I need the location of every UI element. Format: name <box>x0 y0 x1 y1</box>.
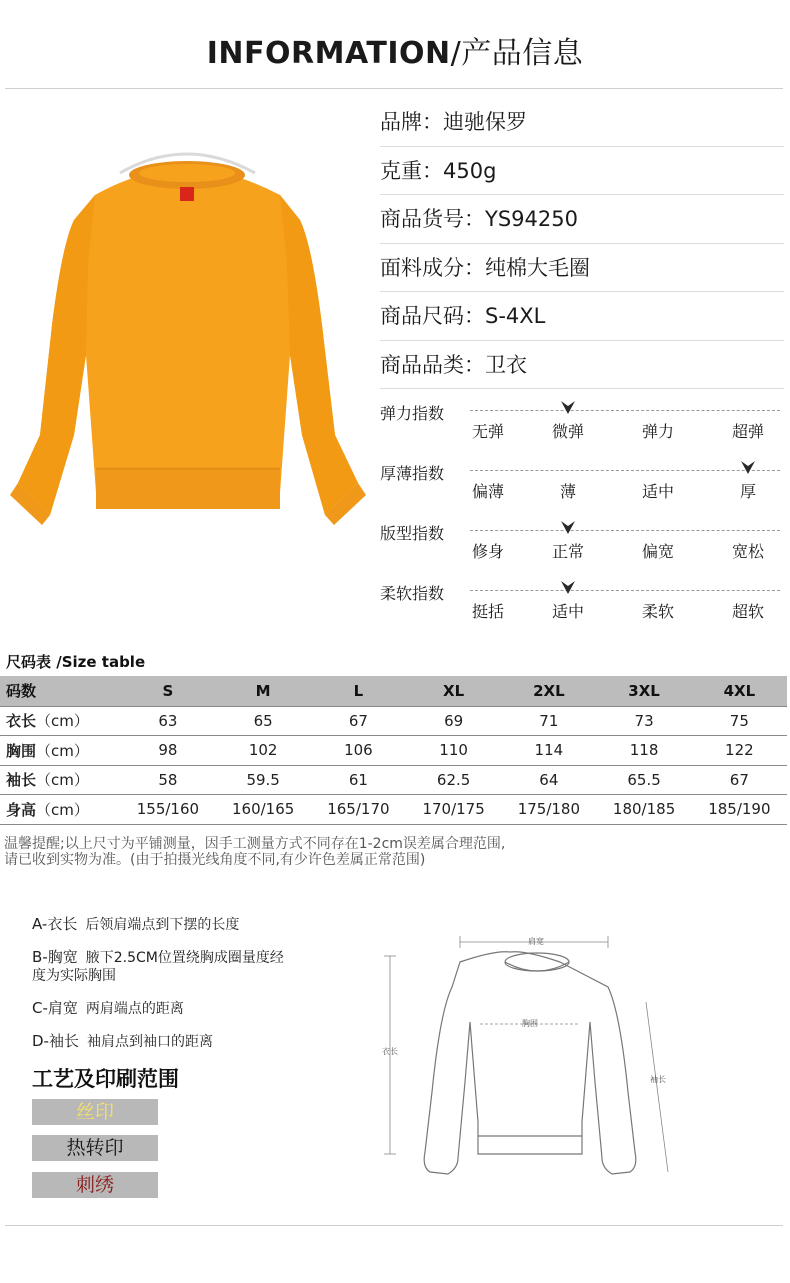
size-cell: 73 <box>596 706 691 736</box>
diagram-label-sleeve: 袖长 <box>650 1075 666 1084</box>
size-cell: 102 <box>216 736 311 766</box>
size-cell: 180/185 <box>596 795 691 825</box>
index-option: 适中 <box>551 602 584 621</box>
size-table <box>0 676 787 825</box>
table-row <box>0 795 787 825</box>
craft-embroidery: 刺绣 <box>32 1172 158 1198</box>
size-cell: 59.5 <box>216 765 311 795</box>
size-cell: 110 <box>406 736 501 766</box>
diagram-label-length: 衣长 <box>382 1047 398 1056</box>
size-cell: 69 <box>406 706 501 736</box>
index-option: 宽松 <box>731 542 764 561</box>
size-header-cell: 码数 <box>0 676 120 706</box>
index-scale-line <box>470 590 780 591</box>
size-header-cell: L <box>311 676 406 706</box>
title-en: INFORMATION <box>206 36 451 71</box>
index-option: 无弹 <box>471 422 504 441</box>
size-cell: 165/170 <box>311 795 406 825</box>
row-label: 胸围（cm） <box>0 736 120 766</box>
measure-note: A-衣长 后领肩端点到下摆的长度 <box>32 915 240 933</box>
measurement-guide <box>32 915 332 1065</box>
selected-marker-icon <box>560 579 576 595</box>
size-cell: 98 <box>120 736 215 766</box>
size-header-cell: XL <box>406 676 501 706</box>
title-cn: /产品信息 <box>450 36 584 71</box>
craft-screen-print: 丝印 <box>32 1099 158 1125</box>
selected-marker-icon <box>740 459 756 475</box>
size-cell: 170/175 <box>406 795 501 825</box>
size-table-body <box>0 706 787 824</box>
index-option: 弹力 <box>641 422 674 441</box>
size-cell: 65 <box>216 706 311 736</box>
selected-marker-icon <box>560 399 576 415</box>
note-line-1: 温馨提醒;以上尺寸为平铺测量，因手工测量方式不同存在1-2cm误差属合理范围, <box>4 836 506 852</box>
title-divider <box>5 88 783 89</box>
index-scale-line <box>470 410 780 411</box>
index-scale-line <box>470 530 780 531</box>
table-row <box>0 706 787 736</box>
index-option: 修身 <box>471 542 504 561</box>
size-cell: 122 <box>692 736 787 766</box>
index-scale-line <box>470 470 780 471</box>
bottom-divider <box>5 1225 783 1226</box>
note-line-2: 请已收到实物为准。(由于拍摄光线角度不同,有少许色差属正常范围) <box>4 852 426 868</box>
product-info-list <box>380 98 784 389</box>
product-image <box>0 135 372 547</box>
index-option: 薄 <box>559 482 576 501</box>
table-row <box>0 736 787 766</box>
diagram-label-chest: 胸围 <box>522 1019 538 1028</box>
info-row-fabric: 面料成分 ： 纯棉大毛圈 <box>380 244 784 293</box>
craft-heat-transfer: 热转印 <box>32 1135 158 1161</box>
size-cell: 65.5 <box>596 765 691 795</box>
size-cell: 160/165 <box>216 795 311 825</box>
index-option: 正常 <box>551 542 584 561</box>
size-header-cell: 3XL <box>596 676 691 706</box>
info-row-weight: 克重 ： 450g <box>380 147 784 196</box>
measurement-note <box>4 836 505 868</box>
index-row <box>380 455 784 515</box>
index-option: 超软 <box>731 602 764 621</box>
size-cell: 64 <box>501 765 596 795</box>
size-cell: 63 <box>120 706 215 736</box>
index-label: 厚薄指数 <box>380 464 445 483</box>
info-row-size-range: 商品尺码 ： S-4XL <box>380 292 784 341</box>
size-header-cell: 2XL <box>501 676 596 706</box>
page-title <box>0 28 790 72</box>
table-row <box>0 765 787 795</box>
index-label: 柔软指数 <box>380 584 445 603</box>
size-cell: 61 <box>311 765 406 795</box>
row-label: 衣长（cm） <box>0 706 120 736</box>
size-cell: 106 <box>311 736 406 766</box>
size-header-cell: 4XL <box>692 676 787 706</box>
size-header-cell: M <box>216 676 311 706</box>
size-cell: 67 <box>692 765 787 795</box>
sweater-measure-diagram <box>350 922 680 1192</box>
size-cell: 118 <box>596 736 691 766</box>
measure-note: D-袖长 袖肩点到袖口的距离 <box>32 1032 213 1050</box>
index-label: 版型指数 <box>380 524 445 543</box>
info-row-sku: 商品货号 ： YS94250 <box>380 195 784 244</box>
selected-marker-icon <box>560 519 576 535</box>
diagram-label-shoulder: 肩宽 <box>528 937 544 946</box>
index-row <box>380 575 784 635</box>
measure-note: B-胸宽 腋下2.5CM位置绕胸成圈量度经度为实际胸围 <box>32 948 284 984</box>
index-option: 厚 <box>739 482 756 501</box>
size-cell: 185/190 <box>692 795 787 825</box>
index-row <box>380 395 784 455</box>
size-cell: 75 <box>692 706 787 736</box>
index-option: 偏薄 <box>471 482 504 501</box>
size-cell: 67 <box>311 706 406 736</box>
size-cell: 71 <box>501 706 596 736</box>
size-cell: 58 <box>120 765 215 795</box>
size-cell: 62.5 <box>406 765 501 795</box>
size-cell: 175/180 <box>501 795 596 825</box>
index-label: 弹力指数 <box>380 404 445 423</box>
size-cell: 114 <box>501 736 596 766</box>
index-option: 偏宽 <box>641 542 674 561</box>
index-option: 柔软 <box>641 602 674 621</box>
info-row-category: 商品品类 ： 卫衣 <box>380 341 784 390</box>
index-option: 适中 <box>641 482 674 501</box>
size-header-cell: S <box>120 676 215 706</box>
measure-note: C-肩宽 两肩端点的距离 <box>32 999 184 1017</box>
info-row-brand: 品牌 ： 迪驰保罗 <box>380 98 784 147</box>
size-cell: 155/160 <box>120 795 215 825</box>
size-table-heading: 尺码表 /Size table <box>6 653 146 671</box>
row-label: 身高（cm） <box>0 795 120 825</box>
size-table-header <box>0 676 787 706</box>
index-row <box>380 515 784 575</box>
index-option: 超弹 <box>731 422 764 441</box>
index-option: 微弹 <box>551 422 584 441</box>
row-label: 袖长（cm） <box>0 765 120 795</box>
craft-title: 工艺及印刷范围 <box>32 1067 179 1091</box>
index-option: 挺括 <box>471 602 504 621</box>
